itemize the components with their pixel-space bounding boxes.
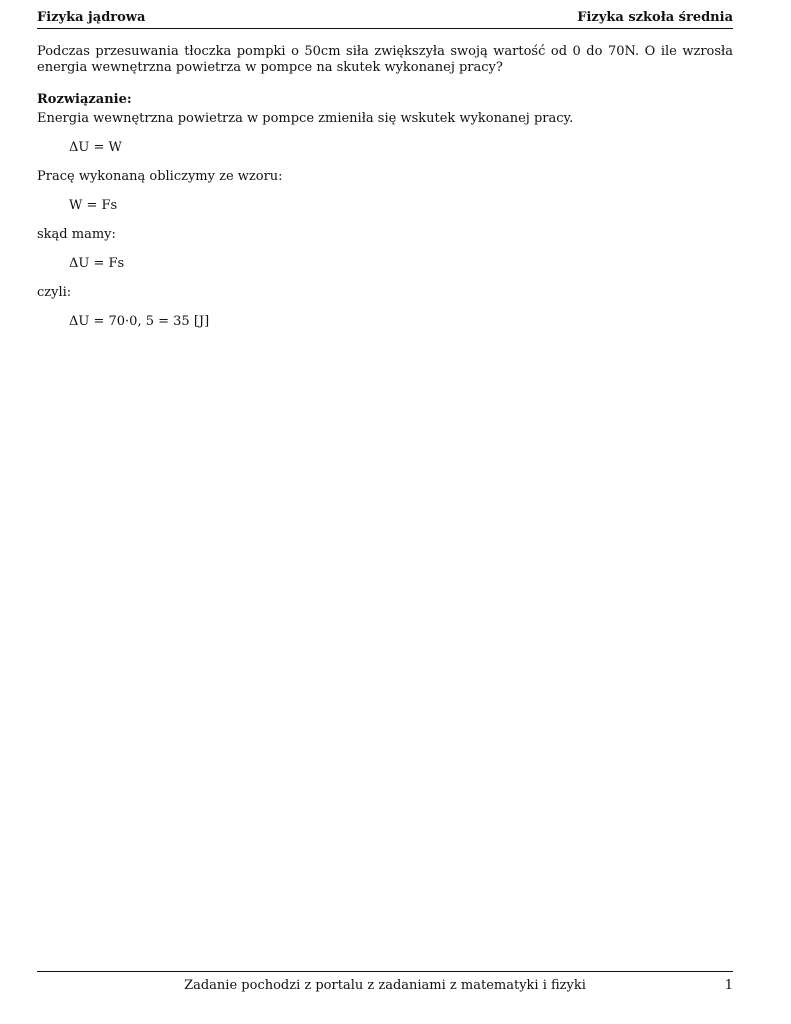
formula-4: ΔU = 70·0, 5 = 35 [J]: [69, 314, 210, 329]
page-number: 1: [724, 978, 733, 993]
document-content: [37, 44, 733, 343]
page-header: [37, 9, 733, 29]
footer-divider: [37, 971, 733, 972]
solution-text-3: skąd mamy:: [37, 227, 116, 242]
header-level: Fizyka szkoła średnia: [577, 10, 733, 25]
solution-text-2: Pracę wykonaną obliczymy ze wzoru:: [37, 169, 283, 184]
solution-text-4: czyli:: [37, 285, 72, 300]
header-topic: Fizyka jądrowa: [37, 10, 146, 25]
problem-statement: Podczas przesuwania tłoczka pompki o 50cm siła zwiększyła swoją wartość od 0 do 70N. O ile wzrosła energia wewnętrzna powietrza w pompce na skutek wykonanej pracy?: [37, 44, 733, 75]
formula-2: W = Fs: [69, 198, 118, 213]
solution-text-1: Energia wewnętrzna powietrza w pompce zmieniła się wskutek wykonanej pracy.: [37, 111, 574, 126]
footer-source-text: Zadanie pochodzi z portalu z zadaniami z matematyki i fizyki: [184, 978, 586, 993]
solution-title: Rozwiązanie:: [37, 92, 132, 107]
formula-1: ΔU = W: [69, 140, 122, 155]
formula-3: ΔU = Fs: [69, 256, 125, 271]
